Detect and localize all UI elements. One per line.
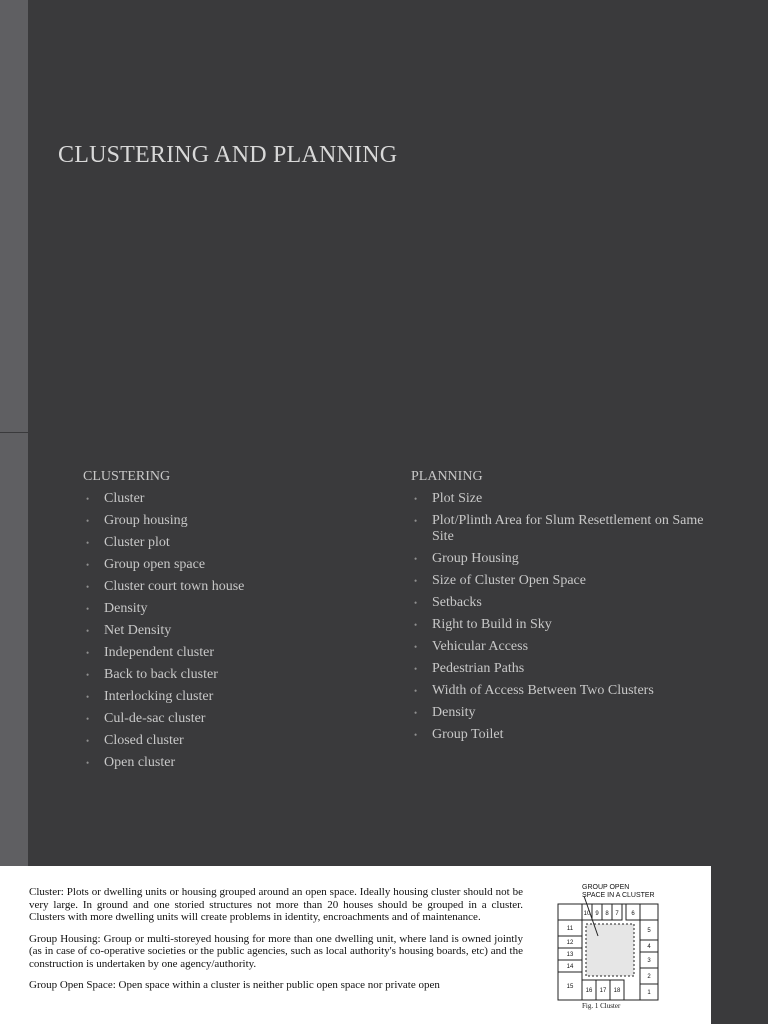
clustering-heading: CLUSTERING xyxy=(83,469,171,484)
group-housing-definition: Group Housing: Group or multi-storeyed housing for more than one dwelling unit, where land is owned jointly (as in case of co-operative societies or the public agencies, such as local authority's housing boards, etc) and the construction is undertaken by one agency/authority. xyxy=(29,932,523,970)
cluster-diagram xyxy=(550,884,700,1024)
bullet-icon: • xyxy=(414,708,418,718)
plot-number: 4 xyxy=(647,944,651,950)
bullet-icon: • xyxy=(414,598,418,608)
plot-number: 17 xyxy=(599,988,607,994)
document-excerpt xyxy=(0,866,711,1024)
bullet-icon: • xyxy=(414,730,418,740)
plot-number: 1 xyxy=(647,990,651,996)
bullet-icon: • xyxy=(86,736,90,746)
list-item: • Back to back cluster xyxy=(86,667,218,682)
bullet-icon: • xyxy=(86,670,90,680)
plot-number: 9 xyxy=(595,911,599,917)
list-item: • Open cluster xyxy=(86,755,176,770)
group-open-space-definition: Group Open Space: Open space within a cluster is neither public open space nor private open xyxy=(29,979,440,991)
bullet-icon: • xyxy=(414,642,418,652)
bullet-icon: • xyxy=(414,516,418,526)
plot-number: 7 xyxy=(615,911,619,917)
list-item: • Right to Build in Sky xyxy=(414,617,552,632)
bullet-icon: • xyxy=(86,758,90,768)
list-item: • Setbacks xyxy=(414,595,482,610)
plot-number: 12 xyxy=(566,940,574,946)
list-item: • Net Density xyxy=(86,623,172,638)
plot-number: 8 xyxy=(605,911,609,917)
bullet-icon: • xyxy=(86,538,90,548)
plot-number: 18 xyxy=(613,988,621,994)
bullet-icon: • xyxy=(86,692,90,702)
bullet-icon: • xyxy=(86,626,90,636)
bullet-icon: • xyxy=(86,648,90,658)
planning-column xyxy=(411,469,711,749)
bullet-icon: • xyxy=(414,620,418,630)
list-item: • Independent cluster xyxy=(86,645,215,660)
planning-heading: PLANNING xyxy=(411,469,483,484)
list-item: • Closed cluster xyxy=(86,733,184,748)
slide-title: CLUSTERING AND PLANNING xyxy=(58,142,398,168)
list-item: • Width of Access Between Two Clusters xyxy=(414,683,654,698)
clustering-list xyxy=(83,491,383,771)
bullet-icon: • xyxy=(414,494,418,504)
bullet-icon: • xyxy=(86,582,90,592)
left-accent-strip-top xyxy=(0,0,28,432)
clustering-column xyxy=(83,469,383,777)
list-item: • Cluster plot xyxy=(86,535,170,550)
bullet-icon: • xyxy=(414,664,418,674)
figure-label: GROUP OPEN SPACE IN A CLUSTER xyxy=(582,884,655,899)
document-text xyxy=(29,886,523,1001)
bullet-icon: • xyxy=(86,516,90,526)
list-item: • Cluster court town house xyxy=(86,579,245,594)
cluster-definition: Cluster: Plots or dwelling units or housing grouped around an open space. Ideally housing cluster should not be very large. In ground and one storied structures not more than 20 houses should be grouped in a cluster. Clusters with more dwelling units will create problems in identity, encroachments and of maintenance. xyxy=(29,886,523,923)
list-item: • Group Housing xyxy=(414,551,519,566)
list-item: • Plot/Plinth Area for Slum Resettlement on Same Site xyxy=(414,513,704,544)
plot-number: 16 xyxy=(585,988,593,994)
list-item: • Group Toilet xyxy=(414,727,504,742)
plot-number: 10 xyxy=(583,911,591,917)
figure-caption: Fig. 1 Cluster xyxy=(582,1002,621,1010)
list-item: • Plot Size xyxy=(414,491,483,506)
bullet-icon: • xyxy=(414,686,418,696)
plot-number: 2 xyxy=(647,974,651,980)
list-item: • Vehicular Access xyxy=(414,639,529,654)
list-item: • Cul-de-sac cluster xyxy=(86,711,206,726)
bullet-icon: • xyxy=(414,554,418,564)
bullet-icon: • xyxy=(86,560,90,570)
list-item: • Density xyxy=(86,601,148,616)
plot-number: 6 xyxy=(631,911,635,917)
list-item: • Pedestrian Paths xyxy=(414,661,525,676)
bullet-icon: • xyxy=(86,714,90,724)
plot-number: 3 xyxy=(647,958,651,964)
plot-number: 11 xyxy=(566,926,574,932)
plot-number: 13 xyxy=(566,952,574,958)
plot-number: 5 xyxy=(647,928,651,934)
list-item: • Size of Cluster Open Space xyxy=(414,573,586,588)
list-item: • Group housing xyxy=(86,513,188,528)
list-item: • Cluster xyxy=(86,491,145,506)
bullet-icon: • xyxy=(414,576,418,586)
bullet-icon: • xyxy=(86,604,90,614)
plot-number: 15 xyxy=(566,984,574,990)
list-item: • Group open space xyxy=(86,557,206,572)
cluster-figure xyxy=(550,884,700,1024)
left-accent-strip-bottom xyxy=(0,433,28,866)
planning-list xyxy=(411,491,711,743)
bullet-icon: • xyxy=(86,494,90,504)
plot-number: 14 xyxy=(566,964,574,970)
list-item: • Density xyxy=(414,705,476,720)
list-item: • Interlocking cluster xyxy=(86,689,214,704)
